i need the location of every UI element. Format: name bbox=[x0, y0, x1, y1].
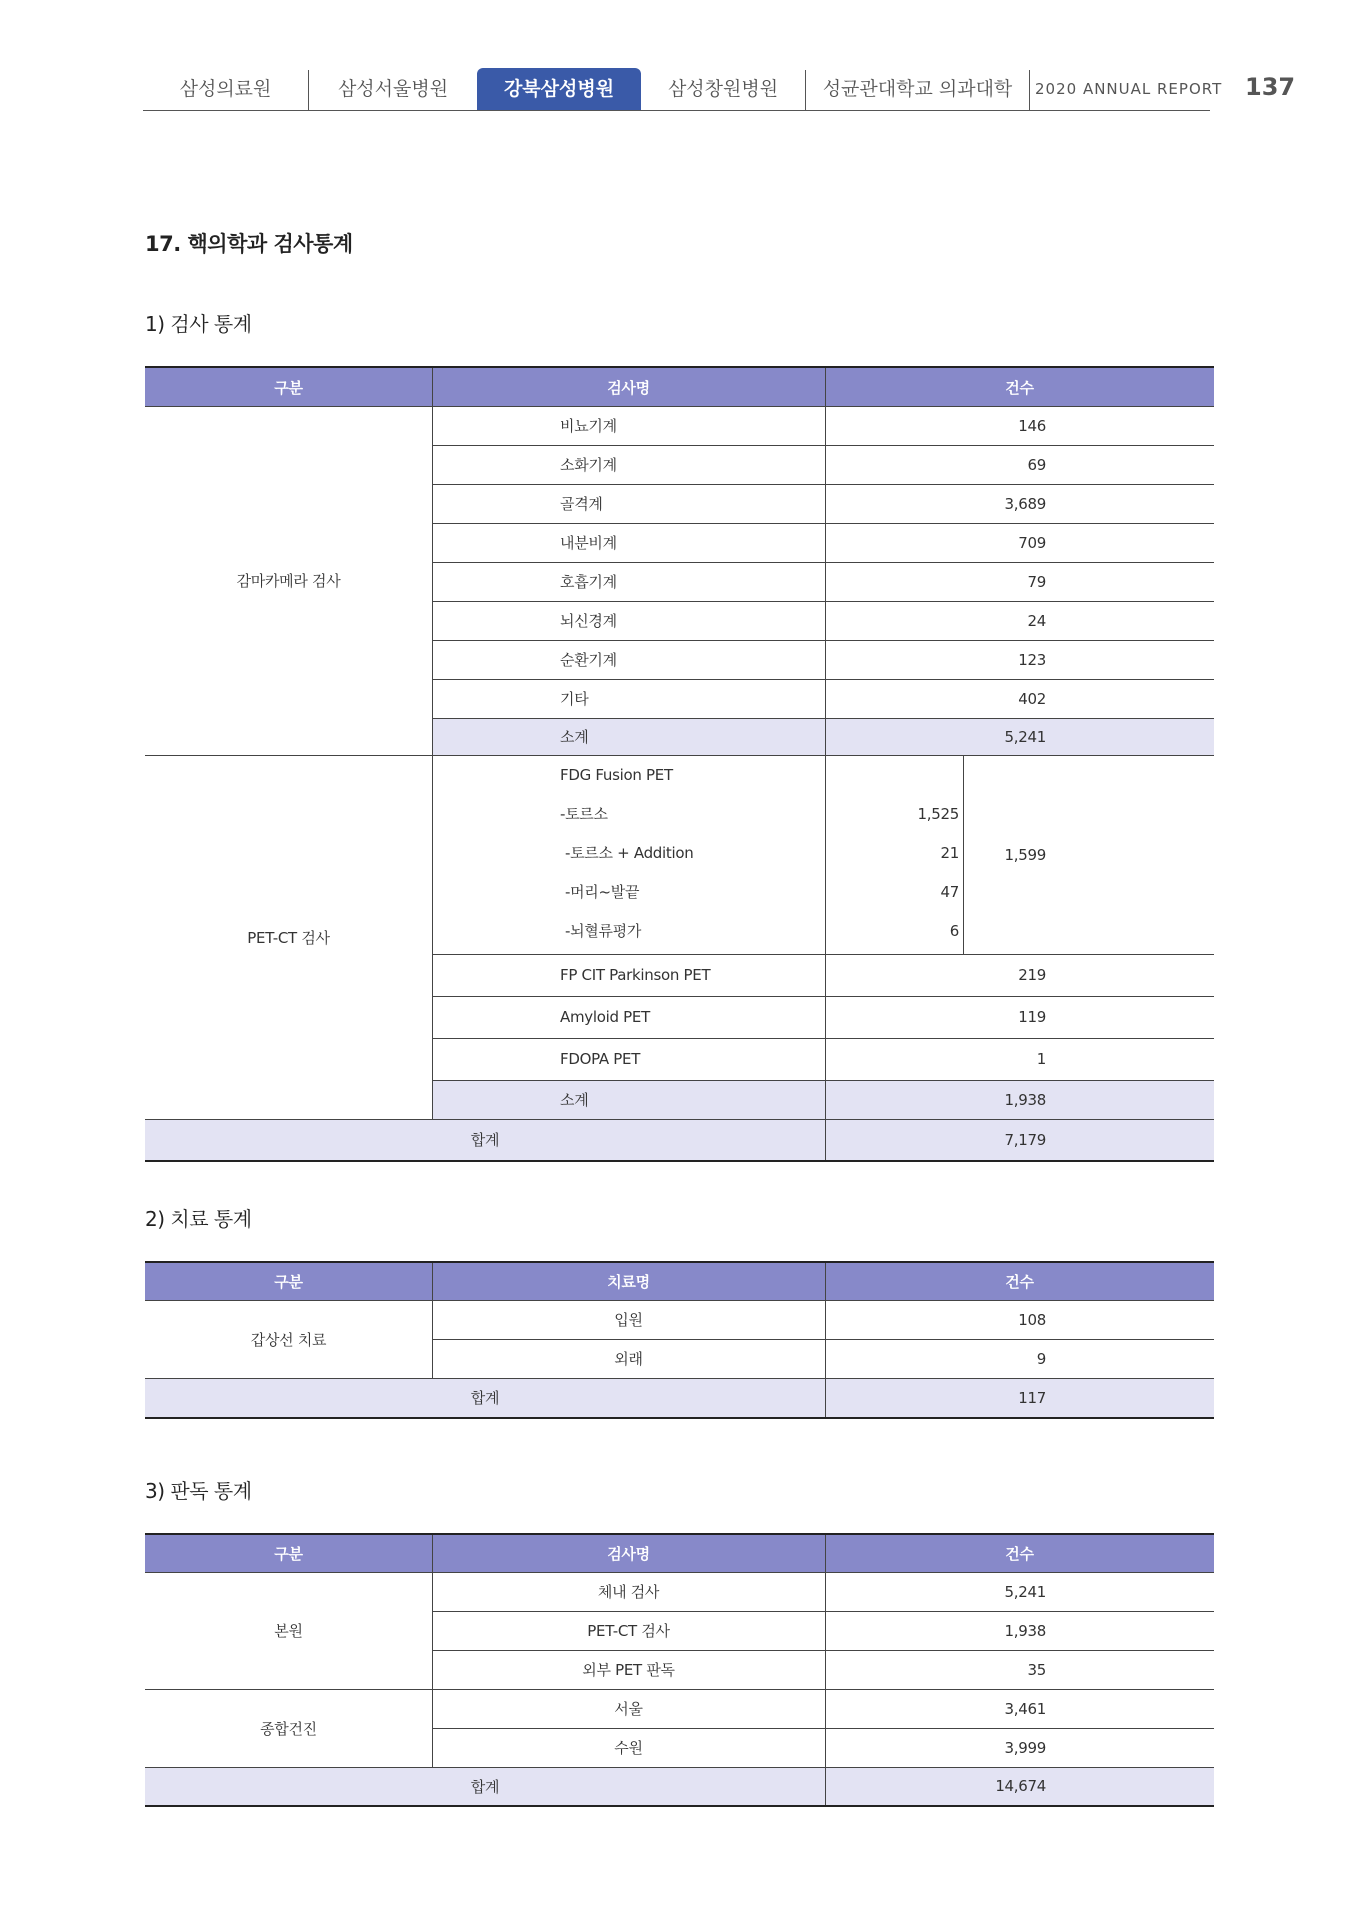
grid-line bbox=[825, 368, 826, 1160]
grid-line bbox=[145, 1300, 1214, 1301]
grid-line bbox=[432, 1080, 1214, 1081]
subtotal-value: 5,241 bbox=[825, 718, 1214, 755]
grid-line bbox=[432, 562, 1214, 563]
grid-line bbox=[145, 1378, 1214, 1379]
therapy-stats-title: 2) 치료 통계 bbox=[145, 1207, 252, 1231]
table-row-count: 3,689 bbox=[1004, 494, 1046, 513]
therapy-stats-table bbox=[145, 1261, 1214, 1421]
total-value: 7,179 bbox=[825, 1119, 1214, 1160]
table-row-count: 119 bbox=[1018, 1008, 1046, 1026]
table-row-name: 입원 bbox=[614, 1311, 643, 1329]
table-row-count: 3,999 bbox=[1004, 1738, 1046, 1757]
header-exam-name: 검사명 bbox=[432, 1535, 825, 1572]
grid-line bbox=[432, 1650, 1214, 1651]
grid-line bbox=[432, 484, 1214, 485]
total-value: 14,674 bbox=[825, 1767, 1214, 1805]
table-row-name: 뇌신경계 bbox=[560, 612, 617, 630]
grid-line bbox=[145, 755, 1214, 756]
category-health-checkup: 종합건진 bbox=[260, 1719, 317, 1738]
grid-line bbox=[145, 1572, 1214, 1573]
table-row-name: 외래 bbox=[614, 1350, 643, 1368]
reading-stats-title: 3) 판독 통계 bbox=[145, 1479, 252, 1503]
table-row-count: 69 bbox=[1027, 455, 1046, 474]
grid-line bbox=[145, 1119, 1214, 1120]
table-row-name: Amyloid PET bbox=[560, 1008, 650, 1026]
category-gamma-camera: 감마카메라 검사 bbox=[236, 572, 341, 590]
table-row-name: FP CIT Parkinson PET bbox=[560, 966, 711, 984]
fdg-total: 1,599 bbox=[1004, 845, 1046, 864]
table-row-name: 내분비계 bbox=[560, 534, 617, 552]
grid-line bbox=[432, 1728, 1214, 1729]
nav-tab-samsung-medical-center[interactable]: 삼성의료원 bbox=[179, 78, 272, 100]
fdg-subrow-count: 21 bbox=[940, 843, 959, 862]
table-row-count: 1 bbox=[1036, 1050, 1046, 1068]
section-title: 17. 핵의학과 검사통계 bbox=[145, 232, 353, 256]
grid-line bbox=[432, 368, 433, 1119]
table-row-count: 9 bbox=[1036, 1349, 1046, 1368]
grid-line bbox=[432, 640, 1214, 641]
grid-line bbox=[432, 601, 1214, 602]
grid-line bbox=[145, 1689, 1214, 1690]
table-row-name: 소화기계 bbox=[560, 456, 617, 474]
table-row-count: 1,938 bbox=[1004, 1621, 1046, 1640]
fdg-subrow-count: 1,525 bbox=[917, 804, 959, 823]
header-count: 건수 bbox=[825, 1535, 1214, 1572]
category-main-hospital: 본원 bbox=[274, 1622, 303, 1640]
total-value: 117 bbox=[825, 1378, 1214, 1417]
reading-stats-table bbox=[145, 1533, 1214, 1809]
table-row-count: 402 bbox=[1018, 689, 1046, 708]
page-number: 137 bbox=[1245, 73, 1296, 101]
table-row-count: 709 bbox=[1018, 533, 1046, 552]
table-row-count: 24 bbox=[1027, 611, 1046, 630]
nav-tab-kangbuk-samsung-hospital[interactable]: 강북삼성병원 bbox=[477, 68, 641, 110]
fdg-subrow-count: 6 bbox=[949, 921, 959, 940]
header-count: 건수 bbox=[825, 1263, 1214, 1300]
nav-separator bbox=[1029, 70, 1030, 110]
table-bottom-border bbox=[145, 1805, 1214, 1807]
table-row-name: FDOPA PET bbox=[560, 1050, 641, 1068]
header-therapy-name: 치료명 bbox=[432, 1263, 825, 1300]
table-row-name: 수원 bbox=[614, 1739, 643, 1757]
header-count: 건수 bbox=[825, 368, 1214, 406]
grid-line bbox=[432, 954, 1214, 955]
table-row-count: 35 bbox=[1027, 1660, 1046, 1679]
grid-line bbox=[825, 1535, 826, 1805]
nav-tab-samsung-seoul-hospital[interactable]: 삼성서울병원 bbox=[337, 78, 449, 100]
fdg-subrow-name: -토르소 + Addition bbox=[565, 844, 694, 862]
grid-line bbox=[432, 1339, 1214, 1340]
total-label: 합계 bbox=[145, 1767, 825, 1805]
table-row-name: 골격계 bbox=[560, 495, 603, 513]
grid-line bbox=[825, 1263, 826, 1417]
exam-stats-title: 1) 검사 통계 bbox=[145, 312, 252, 336]
fdg-subrow-name: -뇌혈류평가 bbox=[565, 922, 642, 940]
total-label: 합계 bbox=[145, 1119, 825, 1160]
fdg-subrow-count: 47 bbox=[940, 882, 959, 901]
table-row-name: 비뇨기계 bbox=[560, 417, 617, 435]
fdg-subrow-name: -토르소 bbox=[560, 805, 608, 823]
table-row-name: 외부 PET 판독 bbox=[582, 1661, 675, 1679]
table-row-name: PET-CT 검사 bbox=[587, 1622, 670, 1640]
table-row-count: 5,241 bbox=[1004, 1582, 1046, 1601]
grid-line bbox=[145, 1767, 1214, 1768]
subtotal-label: 소계 bbox=[432, 1080, 825, 1119]
grid-line bbox=[432, 679, 1214, 680]
nav-tab-samsung-changwon-hospital[interactable]: 삼성창원병원 bbox=[667, 78, 779, 100]
table-row-name: 서울 bbox=[614, 1700, 643, 1718]
grid-line bbox=[432, 996, 1214, 997]
table-row-count: 123 bbox=[1018, 650, 1046, 669]
grid-line bbox=[432, 1535, 433, 1767]
grid-line bbox=[432, 1263, 433, 1378]
grid-line bbox=[963, 755, 964, 954]
grid-line bbox=[432, 523, 1214, 524]
grid-line bbox=[432, 718, 1214, 719]
header-exam-name: 검사명 bbox=[432, 368, 825, 406]
table-row-name: 체내 검사 bbox=[597, 1583, 660, 1601]
category-pet-ct: PET-CT 검사 bbox=[247, 928, 330, 947]
table-row-name: 기타 bbox=[560, 690, 589, 708]
grid-line bbox=[432, 1611, 1214, 1612]
table-bottom-border bbox=[145, 1160, 1214, 1162]
grid-line bbox=[145, 406, 1214, 407]
table-row-count: 79 bbox=[1027, 572, 1046, 591]
grid-line bbox=[432, 1038, 1214, 1039]
category-thyroid-therapy: 갑상선 치료 bbox=[250, 1330, 327, 1349]
header-category: 구분 bbox=[145, 1263, 432, 1300]
table-bottom-border bbox=[145, 1417, 1214, 1419]
grid-line bbox=[432, 445, 1214, 446]
table-row-count: 3,461 bbox=[1004, 1699, 1046, 1718]
table-row-count: 219 bbox=[1018, 966, 1046, 984]
report-label: 2020 ANNUAL REPORT bbox=[1035, 80, 1223, 98]
header-category: 구분 bbox=[145, 368, 432, 406]
fdg-fusion-label: FDG Fusion PET bbox=[560, 765, 673, 784]
table-row-name: 호흡기계 bbox=[560, 573, 617, 591]
header-category: 구분 bbox=[145, 1535, 432, 1572]
subtotal-value: 1,938 bbox=[825, 1080, 1214, 1119]
table-row-count: 108 bbox=[1018, 1310, 1046, 1329]
total-label: 합계 bbox=[145, 1378, 825, 1417]
subtotal-label: 소계 bbox=[432, 718, 825, 755]
nav-tab-skku-medicine[interactable]: 성균관대학교 의과대학 bbox=[822, 78, 1013, 100]
table-row-name: 순환기계 bbox=[560, 651, 617, 669]
exam-stats-table bbox=[145, 366, 1214, 1162]
table-row-count: 146 bbox=[1018, 416, 1046, 435]
header-divider bbox=[143, 110, 1210, 111]
fdg-subrow-name: -머리~발끝 bbox=[565, 883, 640, 901]
